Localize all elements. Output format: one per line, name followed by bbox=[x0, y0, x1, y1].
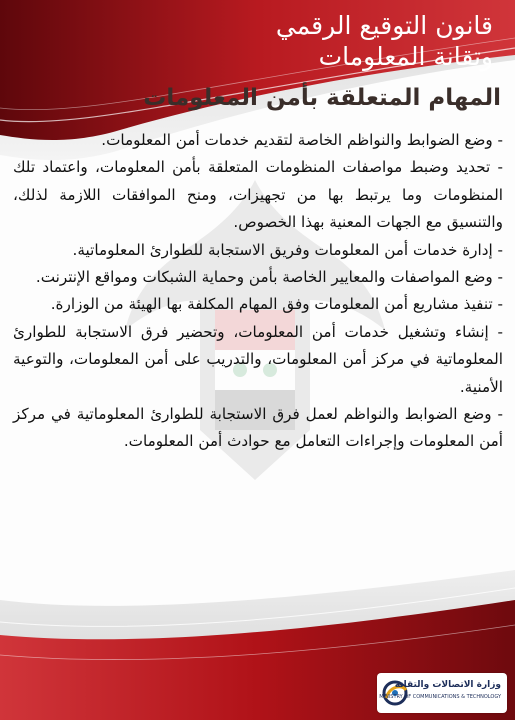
ministry-name-en: MINISTRY OF COMMUNICATIONS & TECHNOLOGY bbox=[379, 694, 501, 700]
title-line-2: وتقانة المعلومات bbox=[318, 42, 493, 71]
document-title bbox=[193, 10, 493, 72]
paragraph-6: - إنشاء وتشغيل خدمات أمن المعلومات، وتحضير فرق الاستجابة للطوارئ المعلوماتية في مركز أمن المعلومات، والتدريب على أمن المعلومات، والتوعية الأمنية. bbox=[13, 322, 503, 396]
title-line-1: قانون التوقيع الرقمي bbox=[275, 11, 493, 40]
paragraph-1: - وضع الضوابط والنواظم الخاصة لتقديم خدمات أمن المعلومات. bbox=[101, 131, 503, 149]
section-heading: المهام المتعلقة بأمن المعلومات bbox=[143, 85, 501, 111]
paragraph-2: - تحديد وضبط مواصفات المنظومات المتعلقة بأمن المعلومات، واعتماد تلك المنظومات وما يرتبط بها من تجهيزات، ومنح الموافقات اللازمة لذلك، والتنسيق مع الجهات المعنية بهذا الخصوص. bbox=[13, 158, 503, 232]
article-body bbox=[13, 127, 503, 456]
paragraph-3: - إدارة خدمات أمن المعلومات وفريق الاستجابة للطوارئ المعلوماتية. bbox=[72, 240, 503, 259]
ministry-name-ar: وزارة الاتصالات والتقانة bbox=[394, 680, 501, 690]
paragraph-5: - تنفيذ مشاريع أمن المعلومات وفق المهام المكلفة بها الهيئة من الوزارة. bbox=[50, 295, 503, 314]
paragraph-7: - وضع الضوابط والنواظم لعمل فرق الاستجابة للطوارئ المعلوماتية في مركز أمن المعلومات وإجراءات التعامل مع حوادث أمن المعلومات. bbox=[13, 405, 503, 451]
paragraph-4: - وضع المواصفات والمعايير الخاصة بأمن وحماية الشبكات ومواقع الإنترنت. bbox=[35, 268, 503, 287]
